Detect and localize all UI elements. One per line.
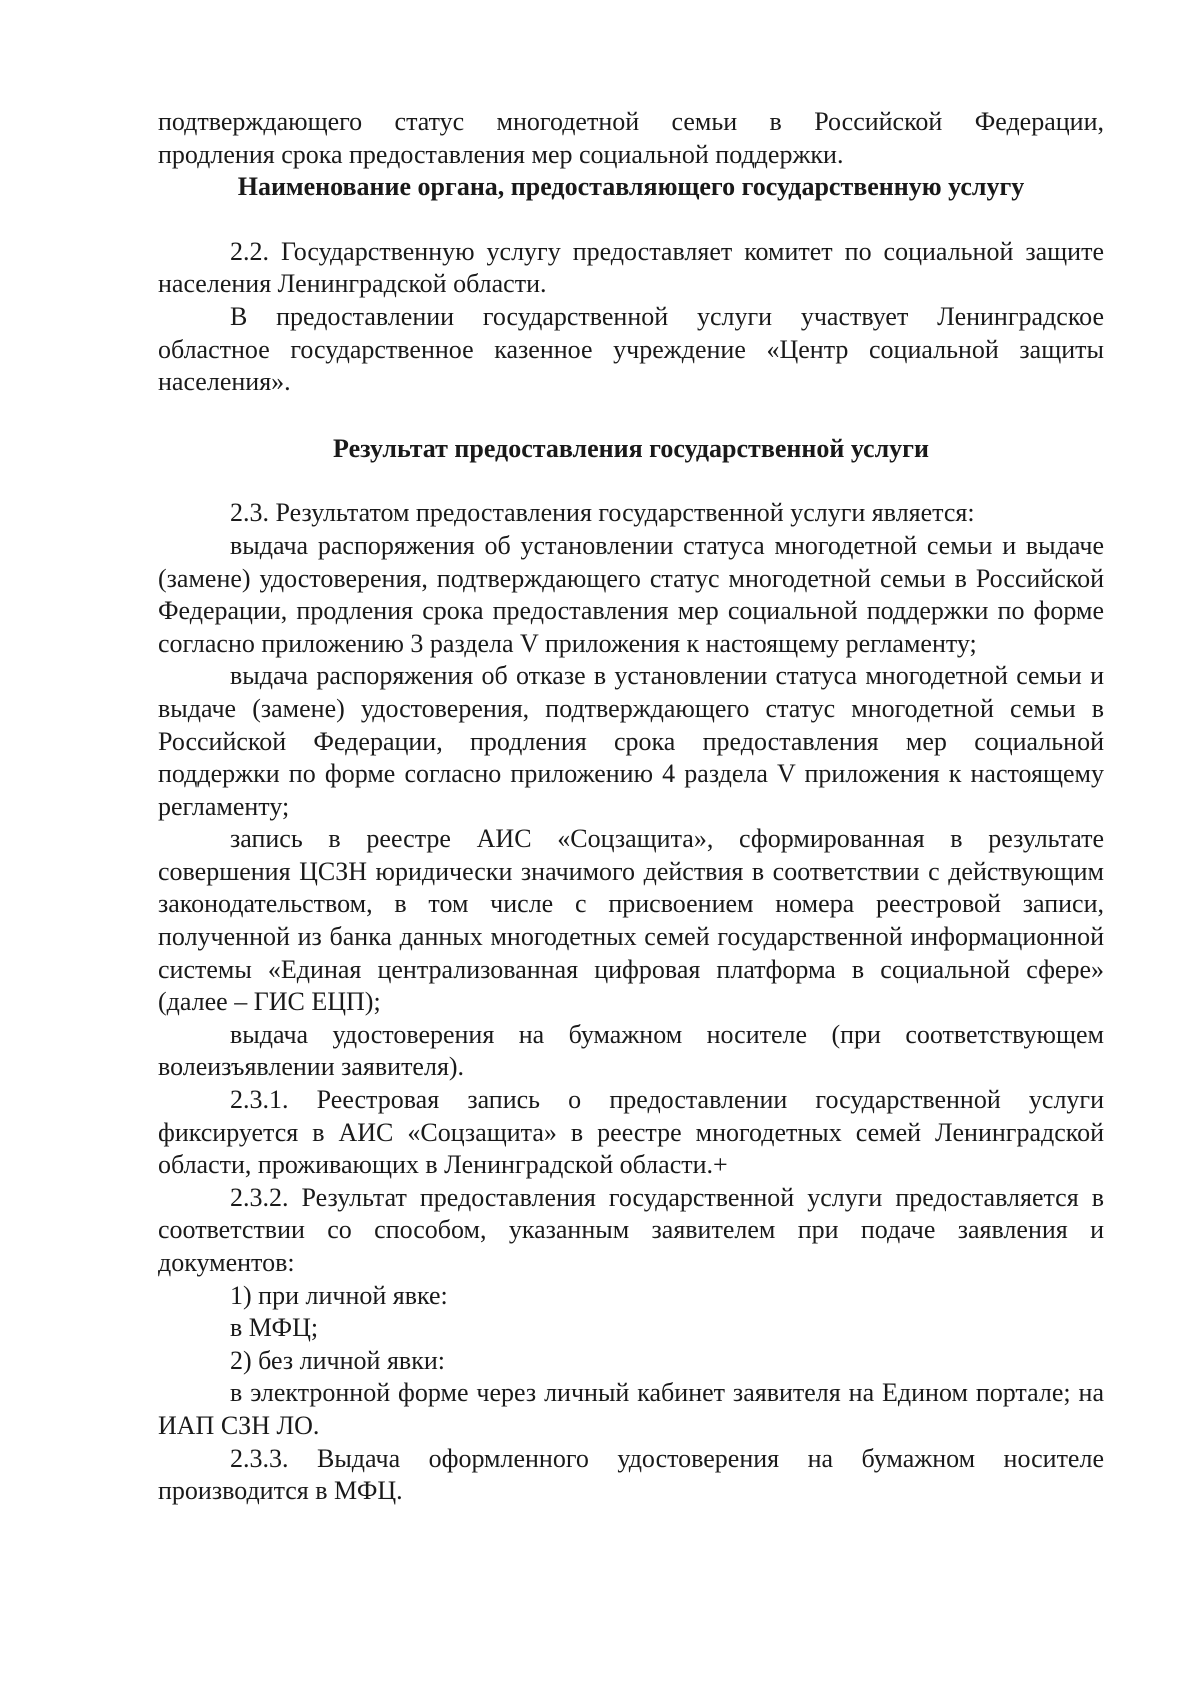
heading-result: Результат предоставления государственной услуги [333, 433, 929, 463]
paragraph-2-3: 2.3. Результатом предоставления государственной услуги является: [230, 498, 975, 528]
paragraph-electronic: в электронной форме через личный кабинет заявителя на Едином портале; на ИАП СЗН ЛО. [158, 1378, 1104, 1440]
paragraph-2-2: 2.2. Государственную услугу предоставляет комитет по социальной защите населения Ленинградской области. [158, 236, 1104, 299]
spacer [158, 399, 1104, 433]
paragraph-issue-paper: выдача удостоверения на бумажном носителе (при соответствующем волеизъявлении заявителя). [158, 1019, 1104, 1082]
heading-organ: Наименование органа, предоставляющего государственную услугу [237, 172, 1025, 202]
paragraph-issue-order: выдача распоряжения об установлении статуса многодетной семьи и выдаче (замене) удостоверения, подтверждающего статус многодетной семьи в Российской Федерации, продления срока предоставления мер социальной поддержки по форме согласно приложению 3 раздела V приложения к настоящему регламенту; [158, 530, 1104, 658]
paragraph-2-3-2: 2.3.2. Результат предоставления государственной услуги предоставляется в соответствии со способом, указанным заявителем при подаче заявления и документов: [158, 1182, 1104, 1277]
paragraph-2-3-1: 2.3.1. Реестровая запись о предоставлении государственной услуги фиксируется в АИС «Соцзащита» в реестре многодетных семей Ленинградской области, проживающих в Ленинградской области.+ [158, 1085, 1104, 1180]
paragraph-issue-refusal: выдача распоряжения об отказе в установлении статуса многодетной семьи и выдаче (замене) удостоверения, подтверждающего статус многодетной семьи в Российской Федерации, продления срока предоставления мер социальной поддержки по форме согласно приложению 4 раздела V приложения к настоящему регламенту; [158, 661, 1104, 821]
intro-line-2: продления срока предоставления мер социальной поддержки. [158, 139, 844, 169]
document-page [158, 106, 1104, 1508]
paragraph-2-3-3: 2.3.3. Выдача оформленного удостоверения на бумажном носителе производится в МФЦ. [158, 1443, 1104, 1506]
spacer [158, 204, 1104, 236]
paragraph-in-person: 1) при личной явке: [230, 1280, 448, 1310]
spacer [158, 465, 1104, 497]
intro-line-1: подтверждающего статус многодетной семьи в Российской Федерации, [158, 107, 1104, 136]
paragraph-2-2-participant: В предоставлении государственной услуги участвует Ленинградское областное государственное казенное учреждение «Центр социальной защиты населения». [158, 301, 1104, 397]
paragraph-remote: 2) без личной явки: [230, 1345, 445, 1375]
paragraph-mfc: в МФЦ; [230, 1313, 319, 1343]
paragraph-registry-entry: запись в реестре АИС «Соцзащита», сформированная в результате совершения ЦСЗН юридически значимого действия в соответствии с действующим законодательством, в том числе с присвоением номера реестровой записи, полученной из банка данных многодетных семей государственной информационной системы «Единая централизованная цифровая платформа в социальной сфере» (далее – ГИС ЕЦП); [158, 824, 1104, 1017]
